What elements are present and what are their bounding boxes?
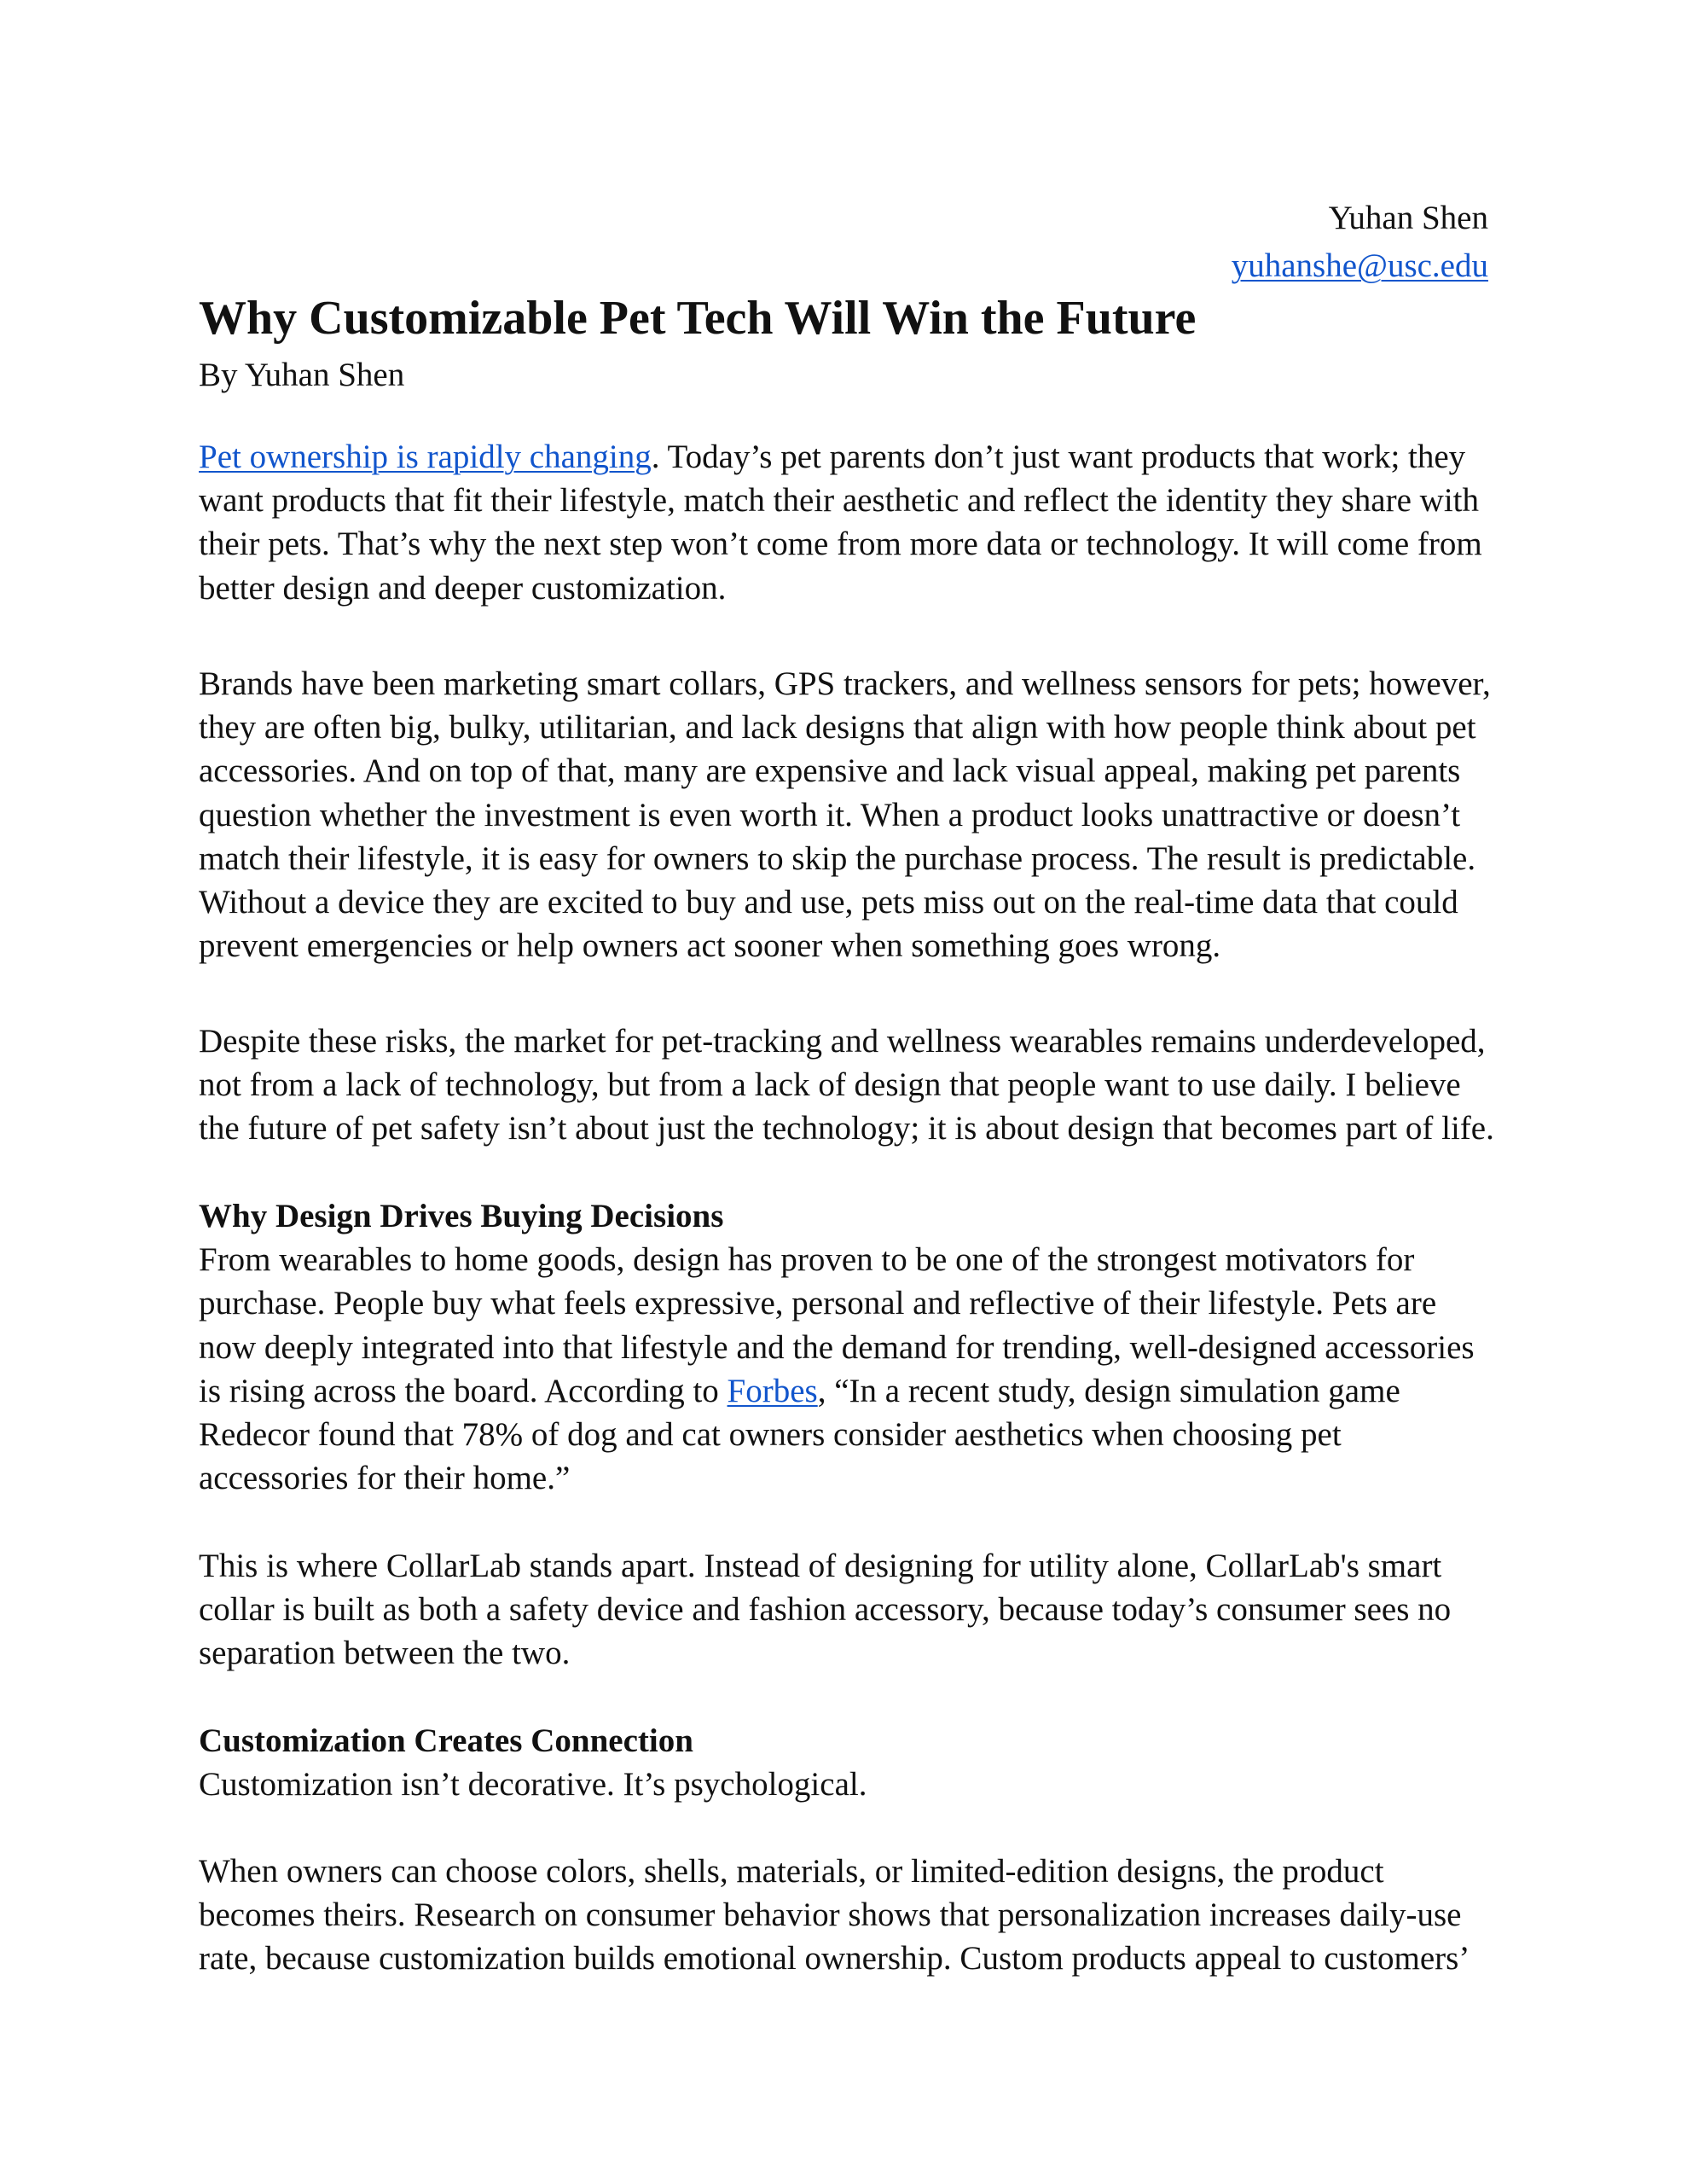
author-email-link[interactable]: yuhanshe@usc.edu — [1231, 247, 1488, 284]
article-byline: By Yuhan Shen — [199, 357, 405, 393]
paragraph-line: becomes theirs. Research on consumer behavior shows that personalization increases daily-use — [199, 1896, 1462, 1934]
paragraph-line: question whether the investment is even worth it. When a product looks unattractive or doesn’t — [199, 796, 1461, 834]
paragraph-line: not from a lack of technology, but from a lack of design that people want to use daily. I believe — [199, 1066, 1461, 1104]
paragraph-line: match their lifestyle, it is easy for owners to skip the purchase process. The result is predictable. — [199, 839, 1476, 877]
paragraph-line: accessories. And on top of that, many are expensive and lack visual appeal, making pet parents — [199, 752, 1461, 790]
paragraph-risks — [199, 1019, 1494, 1151]
paragraph-line: accessories for their home.” — [199, 1460, 571, 1497]
author-name: Yuhan Shen — [1328, 200, 1488, 236]
paragraph-line: purchase. People buy what feels expressive, personal and reflective of their lifestyle. Pets are — [199, 1285, 1437, 1322]
paragraph-line — [199, 1369, 1488, 1413]
section-design-drives — [199, 1194, 1488, 1500]
author-block — [1232, 195, 1488, 290]
paragraph-line: better design and deeper customization. — [199, 569, 727, 607]
paragraph-line: Brands have been marketing smart collars, GPS trackers, and wellness sensors for pets; however, — [199, 665, 1491, 702]
paragraph-intro — [199, 435, 1488, 610]
paragraph-text: . Today’s pet parents don’t just want products that work; they — [651, 439, 1466, 475]
paragraph-owners — [199, 1850, 1488, 1981]
paragraph-line: they are often big, bulky, utilitarian, and lack designs that align with how people think about pet — [199, 709, 1476, 746]
article-title: Why Customizable Pet Tech Will Win the Future — [199, 292, 1197, 345]
section-heading: Customization Creates Connection — [199, 1722, 693, 1759]
paragraph-text: is rising across the board. According to — [199, 1372, 728, 1409]
section-customization — [199, 1719, 1488, 1806]
forbes-link[interactable]: Forbes — [727, 1372, 818, 1409]
paragraph-line: This is where CollarLab stands apart. Instead of designing for utility alone, CollarLab's smart — [199, 1548, 1442, 1584]
paragraph-text: , “In a recent study, design simulation game — [817, 1372, 1400, 1409]
section-heading: Why Design Drives Buying Decisions — [199, 1198, 724, 1234]
paragraph-line: Redecor found that 78% of dog and cat owners consider aesthetics when choosing pet — [199, 1416, 1342, 1454]
paragraph-brands — [199, 662, 1491, 967]
pet-ownership-link[interactable]: Pet ownership is rapidly changing — [199, 439, 652, 475]
paragraph-line: When owners can choose colors, shells, materials, or limited-edition designs, the product — [199, 1853, 1384, 1890]
paragraph-line: separation between the two. — [199, 1635, 571, 1672]
paragraph-line: now deeply integrated into that lifestyle and the demand for trending, well-designed accessories — [199, 1328, 1475, 1366]
paragraph-line: From wearables to home goods, design has proven to be one of the strongest motivators for — [199, 1241, 1415, 1279]
paragraph-line: the future of pet safety isn’t about just the technology; it is about design that becomes part of life. — [199, 1110, 1494, 1147]
paragraph-line — [199, 435, 1488, 479]
paragraph-line: their pets. That’s why the next step won’t come from more data or technology. It will come from — [199, 526, 1482, 563]
paragraph-line: want products that fit their lifestyle, match their aesthetic and reflect the identity they share with — [199, 482, 1479, 520]
paragraph-line: Without a device they are excited to buy and use, pets miss out on the real-time data that could — [199, 884, 1458, 921]
paragraph-line: Customization isn’t decorative. It’s psychological. — [199, 1766, 867, 1804]
paragraph-collarlab — [199, 1544, 1488, 1676]
paragraph-line: Despite these risks, the market for pet-tracking and wellness wearables remains underdeveloped, — [199, 1023, 1486, 1060]
paragraph-line: collar is built as both a safety device and fashion accessory, because today’s consumer sees no — [199, 1591, 1452, 1629]
paragraph-line: rate, because customization builds emotional ownership. Custom products appeal to customers’ — [199, 1940, 1470, 1978]
paragraph-line: prevent emergencies or help owners act sooner when something goes wrong. — [199, 927, 1221, 965]
